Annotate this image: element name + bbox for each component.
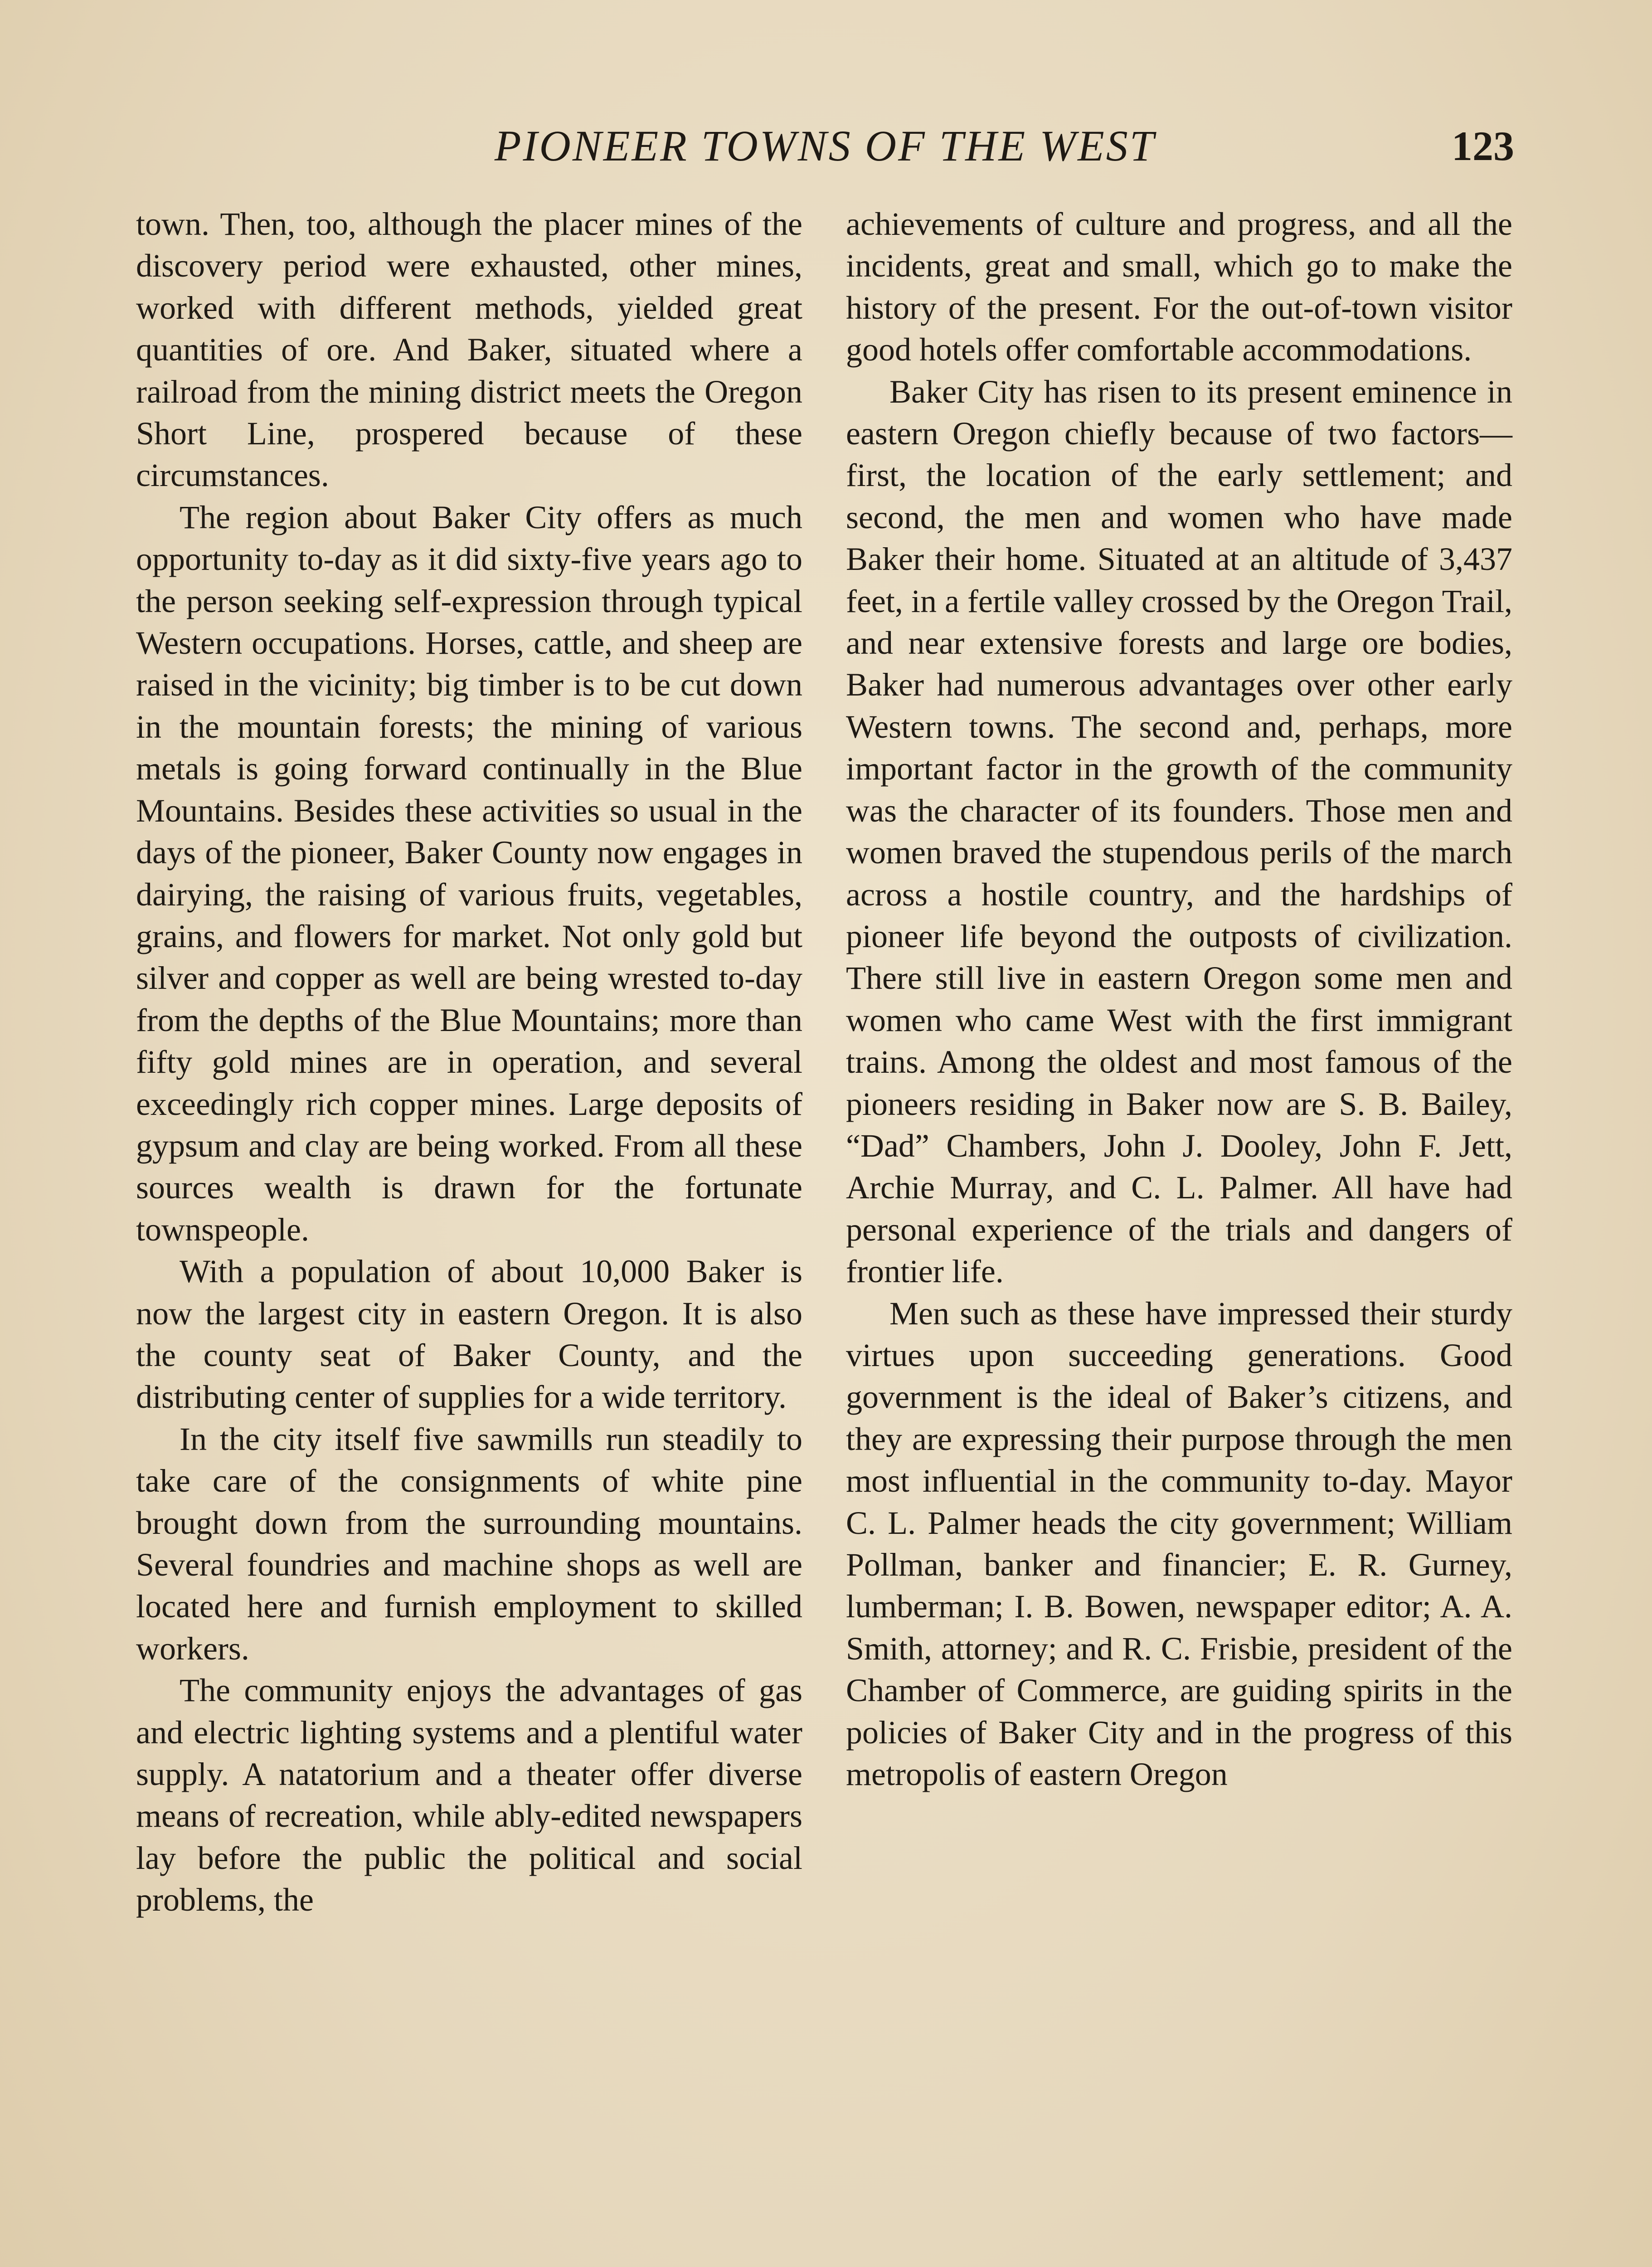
- paragraph: achievements of culture and progress, and all the incidents, great and small, which go to make the history of the present. For the out-of-town visitor good hotels offer comfortable accommodations.: [846, 206, 1512, 368]
- paragraph: Men such as these have impressed their sturdy virtues upon succeeding generations. Good government is the ideal of Baker’s citizens, and they are expressing their purpose through the men most influential in the community to-day. Mayor C. L. Palmer heads the city government; William Pollman, banker and financier; E. R. Gurney, lumberman; I. B. Bowen, newspaper editor; A. A. Smith, attorney; and R. C. Frisbie, president of the Chamber of Commerce, are guiding spirits in the policies of Baker City and in the progress of this metropolis of eastern Oregon: [846, 1295, 1512, 1793]
- paragraph: The region about Baker City offers as much opportunity to-day as it did sixty-five years ago to the person seeking self-expression through typical Western occupations. Horses, cattle, and sheep are raised in the vicinity; big timber is to be cut down in the mountain forests; the mining of various metals is going forward continually in the Blue Mountains. Besides these activities so usual in the days of the pioneer, Baker County now engages in dairying, the raising of various fruits, vegetables, grains, and flowers for market. Not only gold but silver and copper as well are being wrested to-day from the depths of the Blue Mountains; more than fifty gold mines are in operation, and several exceedingly rich copper mines. Large deposits of gypsum and clay are being worked. From all these sources wealth is drawn for the fortunate townspeople.: [136, 499, 802, 1248]
- paragraph: With a population of about 10,000 Baker is now the largest city in eastern Oregon. It is also the county seat of Baker County, and the distributing center of supplies for a wide territory.: [136, 1253, 802, 1416]
- right-column: [846, 203, 1512, 1795]
- page-number: 123: [1452, 123, 1514, 169]
- running-title: PIONEER TOWNS OF THE WEST: [494, 122, 1156, 170]
- paragraph: town. Then, too, although the placer mines of the discovery period were exhausted, other mines, worked with different methods, yielded great quantities of ore. And Baker, situated where a railroad from the mining district meets the Oregon Short Line, prospered because of these circumstances.: [136, 206, 802, 494]
- paragraph: The community enjoys the advantages of gas and electric lighting systems and a plentiful water supply. A natatorium and a theater offer diverse means of recreation, while ably-edited newspapers lay before the public the political and social problems, the: [136, 1672, 802, 1918]
- paragraph: Baker City has risen to its present eminence in eastern Oregon chiefly because of two factors—first, the location of the early settlement; and second, the men and women who have made Baker their home. Situated at an altitude of 3,437 feet, in a fertile valley crossed by the Oregon Trail, and near extensive forests and large ore bodies, Baker had numerous advantages over other early Western towns. The second and, perhaps, more important factor in the growth of the community was the character of its founders. Those men and women braved the stupendous perils of the march across a hostile country, and the hardships of pioneer life beyond the outposts of civilization. There still live in eastern Oregon some men and women who came West with the first immigrant trains. Among the oldest and most famous of the pioneers residing in Baker now are S. B. Bailey, “Dad” Chambers, John J. Dooley, John F. Jett, Archie Murray, and C. L. Palmer. All have had personal experience of the trials and dangers of frontier life.: [846, 373, 1512, 1290]
- paragraph: In the city itself five sawmills run steadily to take care of the consignments of white pine brought down from the surrounding mountains. Several foundries and machine shops as well are located here and furnish employment to skilled workers.: [136, 1421, 802, 1667]
- page-header: [136, 119, 1514, 173]
- left-column: [136, 203, 802, 1921]
